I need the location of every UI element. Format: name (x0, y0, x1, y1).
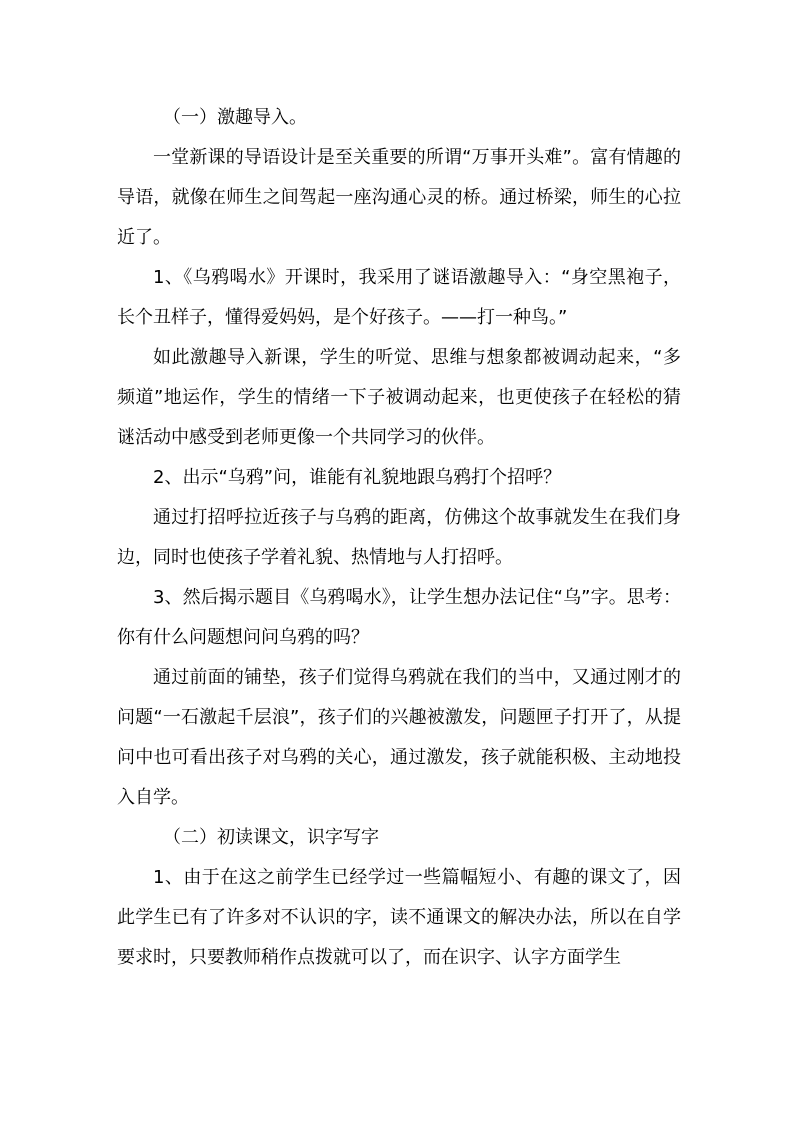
document-body (117, 98, 681, 978)
paragraph: 如此激趣导入新课，学生的听觉、思维与想象都被调动起来，“多频道”地运作，学生的情绪一下子被调动起来，也更使孩子在轻松的猜谜活动中感受到老师更像一个共同学习的伙伴。 (117, 347, 681, 448)
paragraph: 通过打招呼拉近孩子与乌鸦的距离，仿佛这个故事就发生在我们身边，同时也使孩子学着礼貌、热情地与人打招呼。 (117, 507, 681, 568)
paragraph: 1、由于在这之前学生已经学过一些篇幅短小、有趣的课文了，因此学生已有了许多对不认识的字，读不通课文的解决办法，所以在自学要求时，只要教师稍作点拨就可以了，而在识字、认字方面学生 (117, 867, 681, 968)
paragraph: 2、出示“乌鸦”问，谁能有礼貌地跟乌鸦打个招呼？ (153, 467, 562, 488)
paragraph: 通过前面的铺垫，孩子们觉得乌鸦就在我们的当中，又通过刚才的问题“一石激起千层浪”，孩子们的兴趣被激发，问题匣子打开了，从提问中也可看出孩子对乌鸦的关心，通过激发，孩子就能积极、主动地投入自学。 (117, 667, 681, 808)
paragraph: 3、然后揭示题目《乌鸦喝水》，让学生想办法记住“乌”字。思考：你有什么问题想问问乌鸦的吗？ (117, 587, 681, 648)
section-heading-1: （一）激趣导入。 (163, 107, 307, 128)
paragraph: 一堂新课的导语设计是至关重要的所谓“万事开头难”。富有情趣的导语，就像在师生之间驾起一座沟通心灵的桥。通过桥梁，师生的心拉近了。 (117, 147, 681, 248)
section-heading-2: （二）初读课文，识字写字 (163, 827, 379, 848)
paragraph: 1、《乌鸦喝水》开课时，我采用了谜语激趣导入：“身空黑袍子，长个丑样子，懂得爱妈妈，是个好孩子。——打一种鸟。” (117, 267, 681, 328)
